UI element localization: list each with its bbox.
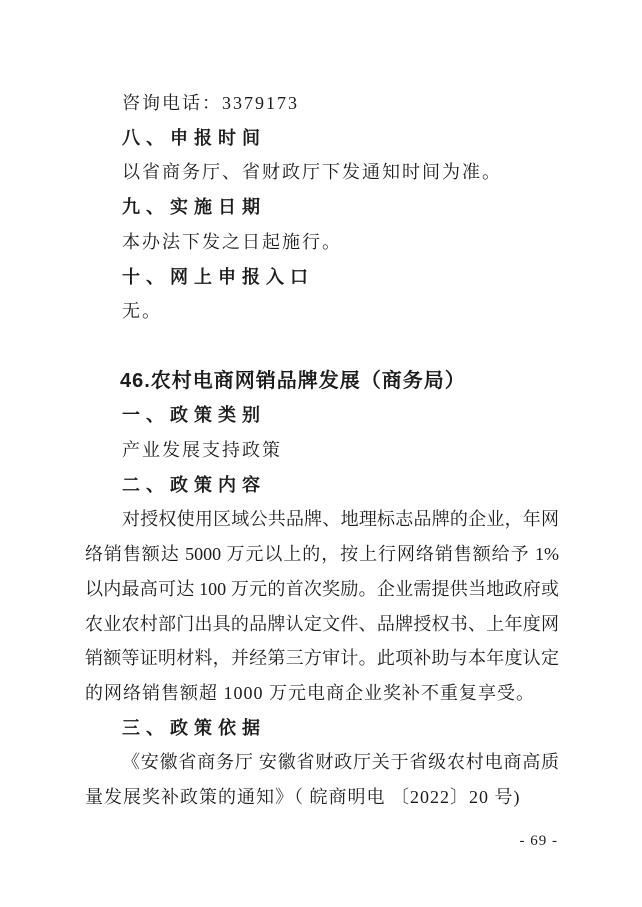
policy-content-line: 对授权使用区域公共品牌、地理标志品牌的企业，年网 — [122, 509, 559, 530]
policy-content-line: 销额等证明材料，并经第三方审计。此项补助与本年度认定 — [85, 648, 559, 669]
policy-basis-line: 《安徽省商务厅 安徽省财政厅关于省级农村电商高质 — [122, 752, 559, 773]
policy-basis-line: 量发展奖补政策的通知》（ 皖商明电 〔2022〕20 号) — [85, 787, 521, 808]
policy-content-line: 农业农村部门出具的品牌认定文件、品牌授权书、上年度网 — [85, 613, 559, 634]
section-9-heading: 九、实施日期 — [122, 197, 266, 218]
policy-content-line: 络销售额达 5000 万元以上的，按上行网络销售额给予 1% — [85, 544, 559, 565]
blank-line — [85, 329, 559, 364]
policy-content-line: 的网络销售额超 1000 万元电商企业奖补不重复享受。 — [85, 682, 535, 703]
section-8-body: 以省商务厅、省财政厅下发通知时间为准。 — [122, 162, 502, 183]
policy-basis-heading: 三、政策依据 — [122, 717, 266, 738]
section-10-heading: 十、网上申报入口 — [122, 266, 314, 287]
section-10-body: 无。 — [122, 301, 162, 322]
page-number: - 69 - — [519, 833, 558, 849]
policy-content-paragraph — [85, 502, 559, 710]
document-body — [85, 86, 559, 815]
policy-category-body: 产业发展支持政策 — [122, 440, 282, 461]
item-46-title: 46.农村电商网销品牌发展（商务局） — [120, 369, 466, 392]
policy-category-heading: 一、政策类别 — [122, 405, 266, 426]
policy-basis-paragraph — [85, 745, 559, 814]
section-8-heading: 八、申报时间 — [122, 127, 266, 148]
section-9-body: 本办法下发之日起施行。 — [122, 231, 342, 252]
policy-content-heading: 二、政策内容 — [122, 474, 266, 495]
policy-content-line: 以内最高可达 100 万元的首次奖励。企业需提供当地政府或 — [85, 578, 559, 599]
contact-phone-line: 咨询电话：3379173 — [122, 93, 299, 113]
